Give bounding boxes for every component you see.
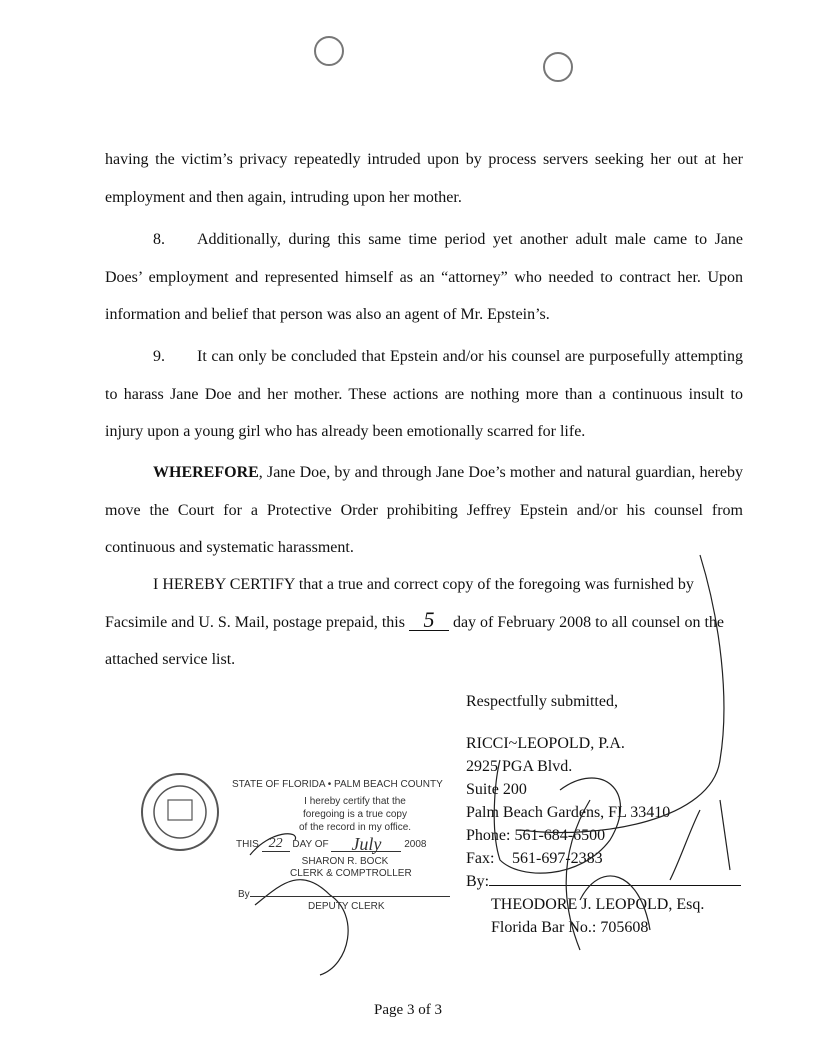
clerk-title: CLERK & COMPTROLLER — [290, 868, 412, 879]
stamp-this: THIS — [236, 839, 259, 850]
signature-stroke — [566, 800, 730, 950]
paragraph-text: Additionally, during this same time period yet another adult male came to Jane Does’ employment and represented himself as an “attorney” who needed to contract her. Upon information and belief that person was also an agent of Mr. Epstein’s. — [105, 231, 743, 323]
by-label: By: — [466, 873, 490, 890]
handwritten-day: 22 — [262, 837, 290, 852]
fax-number: 561-697-2383 — [512, 850, 603, 867]
stamp-line: I hereby certify that the — [304, 796, 406, 807]
deputy-by: By — [238, 889, 250, 900]
phone: Phone: 561-684-6500 — [466, 827, 606, 844]
paragraph-text: , Jane Doe, by and through Jane Doe’s mother and natural guardian, hereby move the Court for a Protective Order prohibiting Jeffrey Epstein and/or his counsel from continuous and systematic harassment. — [105, 464, 743, 556]
stamp-line: of the record in my office. — [298, 822, 412, 833]
handwritten-month: July — [331, 837, 401, 852]
wherefore-heading: WHEREFORE — [153, 464, 259, 481]
address-line: Suite 200 — [466, 781, 527, 798]
bar-number: Florida Bar No.: 705608 — [491, 919, 649, 936]
signature-stroke — [520, 555, 724, 832]
address-line: 2925 PGA Blvd. — [466, 758, 573, 775]
stamp-date-line — [236, 834, 427, 854]
certificate-text: I HEREBY CERTIFY that a true and correct copy of the foregoing was furnished by Facsimile and U. S. Mail, postage prepaid, this — [105, 576, 694, 631]
paragraph-continued: having the victim’s privacy repeatedly intruded upon by process servers seeking her out at her employment and then again, intruding upon her mother. — [105, 151, 743, 206]
clerk-name-block — [290, 856, 412, 880]
firm-name: RICCI~LEOPOLD, P.A. — [466, 735, 625, 752]
handwritten-day: 5 — [409, 610, 449, 631]
signature-stroke — [494, 760, 620, 873]
stamp-day-of: DAY OF — [292, 839, 329, 850]
closing: Respectfully submitted, — [466, 693, 618, 710]
certificate-text: day of February 2008 to all counsel on the attached service list. — [105, 613, 724, 668]
paragraph-number: 8. — [153, 231, 165, 248]
deputy-line — [238, 886, 450, 913]
stamp-certification — [280, 795, 430, 834]
attorney-name: THEODORE J. LEOPOLD, Esq. — [491, 896, 705, 913]
clerk-name: SHARON R. BOCK — [301, 856, 389, 867]
paragraph-text: It can only be concluded that Epstein and/or his counsel are purposefully attempting to harass Jane Doe and her mother. These actions are nothing more than a continuous insult to injury upon a young girl who has already been emotionally scarred for life. — [105, 348, 743, 440]
stamp-line: foregoing is a true copy — [303, 809, 407, 820]
page-number: Page 3 of 3 — [374, 1002, 442, 1018]
deputy-clerk-label: DEPUTY CLERK — [308, 901, 385, 912]
stamp-year: 2008 — [404, 839, 427, 850]
stamp-header: STATE OF FLORIDA • PALM BEACH COUNTY — [232, 779, 443, 790]
fax-label: Fax: — [466, 850, 495, 867]
paragraph-number: 9. — [153, 348, 165, 365]
city-line: Palm Beach Gardens, FL 33410 — [466, 804, 671, 821]
